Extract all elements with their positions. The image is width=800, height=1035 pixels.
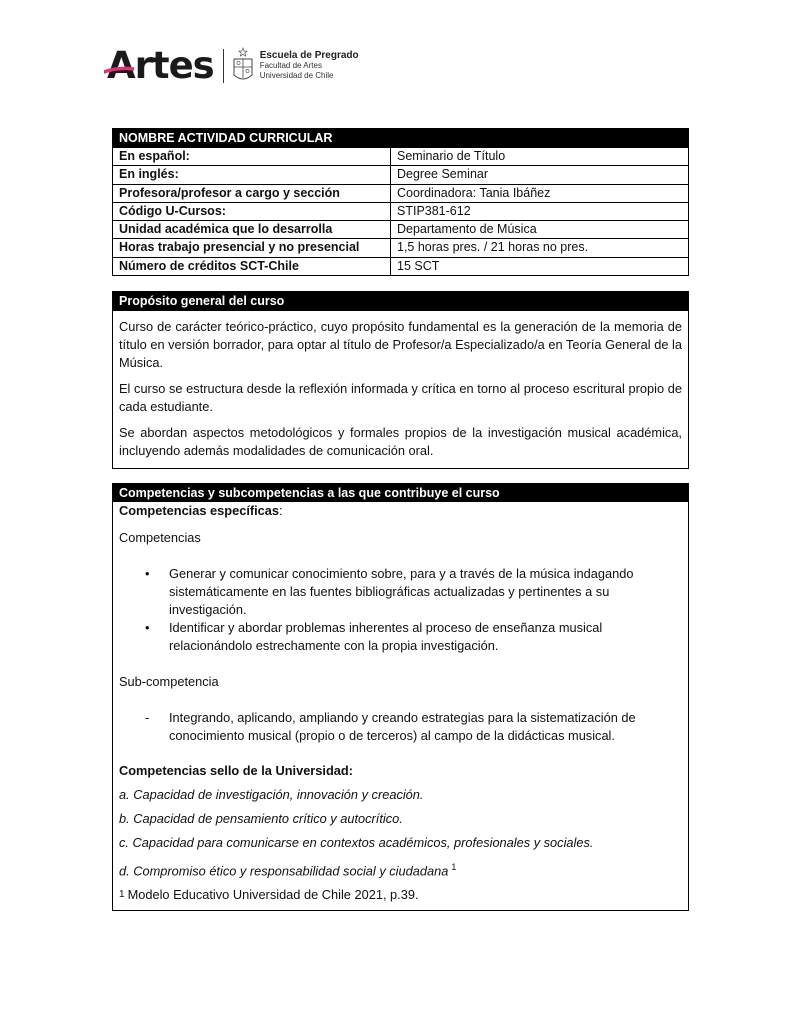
course-info-table bbox=[112, 128, 689, 276]
faculty-logo bbox=[107, 44, 359, 88]
seal-item: c. Capacidad para comunicarse en contextos académicos, profesionales y sociales. bbox=[119, 835, 594, 850]
table-row bbox=[113, 202, 688, 220]
competencies-body bbox=[113, 502, 688, 904]
row-label: En inglés: bbox=[113, 166, 391, 183]
purpose-body bbox=[113, 310, 688, 468]
logo-divider bbox=[223, 49, 224, 83]
school-block bbox=[260, 51, 359, 81]
row-label: Código U-Cursos: bbox=[113, 203, 391, 220]
row-value: Seminario de Título bbox=[397, 149, 506, 163]
bullet-icon: • bbox=[145, 566, 150, 581]
purpose-paragraph: Se abordan aspectos metodológicos y formales propios de la investigación musical académica, incluyendo además modalidades de comunicación oral. bbox=[119, 425, 682, 458]
purpose-title: Propósito general del curso bbox=[113, 292, 688, 310]
specific-competencies-heading: Competencias específicas: bbox=[119, 503, 283, 518]
sub-competencies-list bbox=[119, 709, 682, 745]
faculty-name: Facultad de Artes bbox=[259, 61, 322, 70]
footnote-reference: 1 bbox=[451, 862, 457, 872]
row-value: Degree Seminar bbox=[397, 167, 489, 182]
table-row bbox=[113, 184, 688, 202]
purpose-paragraph: El curso se estructura desde la reflexión informada y crítica en torno al proceso escritural propio de cada estudiante. bbox=[119, 381, 682, 414]
seal-item: a. Capacidad de investigación, innovación y creación. bbox=[119, 787, 424, 802]
row-value: 1,5 horas pres. / 21 horas no pres. bbox=[397, 240, 589, 255]
row-label: Unidad académica que lo desarrolla bbox=[113, 221, 391, 238]
row-label: En español: bbox=[113, 148, 391, 165]
list-item: • Generar y comunicar conocimiento sobre, para y a través de la música indagando sistemáticamente en las fuentes bibliográficas actualizadas y pertinentes a su investigación. bbox=[145, 566, 634, 617]
purpose-section bbox=[112, 291, 689, 469]
table-row bbox=[113, 147, 688, 165]
row-value: Departamento de Música bbox=[397, 222, 537, 237]
table-row bbox=[113, 220, 688, 238]
university-name: Universidad de Chile bbox=[259, 71, 334, 80]
row-label: Número de créditos SCT-Chile bbox=[113, 258, 391, 275]
row-label: Horas trabajo presencial y no presencial bbox=[113, 239, 391, 256]
footnote-text: Modelo Educativo Universidad de Chile 2021, p.39. bbox=[127, 887, 419, 903]
dash-icon: - bbox=[145, 710, 150, 725]
footnote-mark: 1 bbox=[119, 889, 125, 901]
logo-swoosh-icon bbox=[104, 66, 134, 74]
logo-wordmark: Artes bbox=[107, 46, 214, 86]
competencies-section bbox=[112, 483, 689, 911]
competencies-title: Competencias y subcompetencias a las que contribuye el curso bbox=[113, 484, 688, 502]
table-row bbox=[113, 257, 688, 275]
list-item: - Integrando, aplicando, ampliando y creando estrategias para la sistematización de conocimiento musical (propio o de terceros) al campo de la didácticas musical. bbox=[145, 710, 636, 743]
university-seal-icon bbox=[232, 47, 254, 85]
purpose-paragraph: Curso de carácter teórico-práctico, cuyo propósito fundamental es la generación de la memoria de título en versión borrador, para optar al título de Profesor/a Especializado/a en Teoría General de la Música. bbox=[119, 319, 682, 370]
competencies-list bbox=[119, 565, 682, 655]
seal-item: d. Compromiso ético y responsabilidad social y ciudadana $^1$ bbox=[119, 862, 457, 879]
competencias-label: Competencias bbox=[119, 530, 201, 545]
table-row bbox=[113, 165, 688, 183]
bullet-icon: • bbox=[145, 620, 150, 635]
seal-item: b. Capacidad de pensamiento crítico y autocrítico. bbox=[119, 811, 403, 826]
row-value: 15 SCT bbox=[397, 258, 440, 273]
school-name: Escuela de Pregrado bbox=[259, 50, 359, 61]
seal-competencies-heading: Competencias sello de la Universidad: bbox=[119, 763, 353, 778]
table-row bbox=[113, 238, 688, 256]
row-label: Profesora/profesor a cargo y sección bbox=[113, 185, 391, 202]
sub-competencia-label: Sub-competencia bbox=[119, 674, 219, 689]
list-item: • Identificar y abordar problemas inherentes al proceso de enseñanza musical relacionándolo estrechamente con la propia investigación. bbox=[145, 620, 603, 653]
row-value: STIP381-612 bbox=[397, 203, 471, 218]
course-info-title: NOMBRE ACTIVIDAD CURRICULAR bbox=[113, 129, 688, 147]
footnote bbox=[119, 886, 682, 904]
row-value: Coordinadora: Tania Ibáñez bbox=[397, 185, 551, 200]
